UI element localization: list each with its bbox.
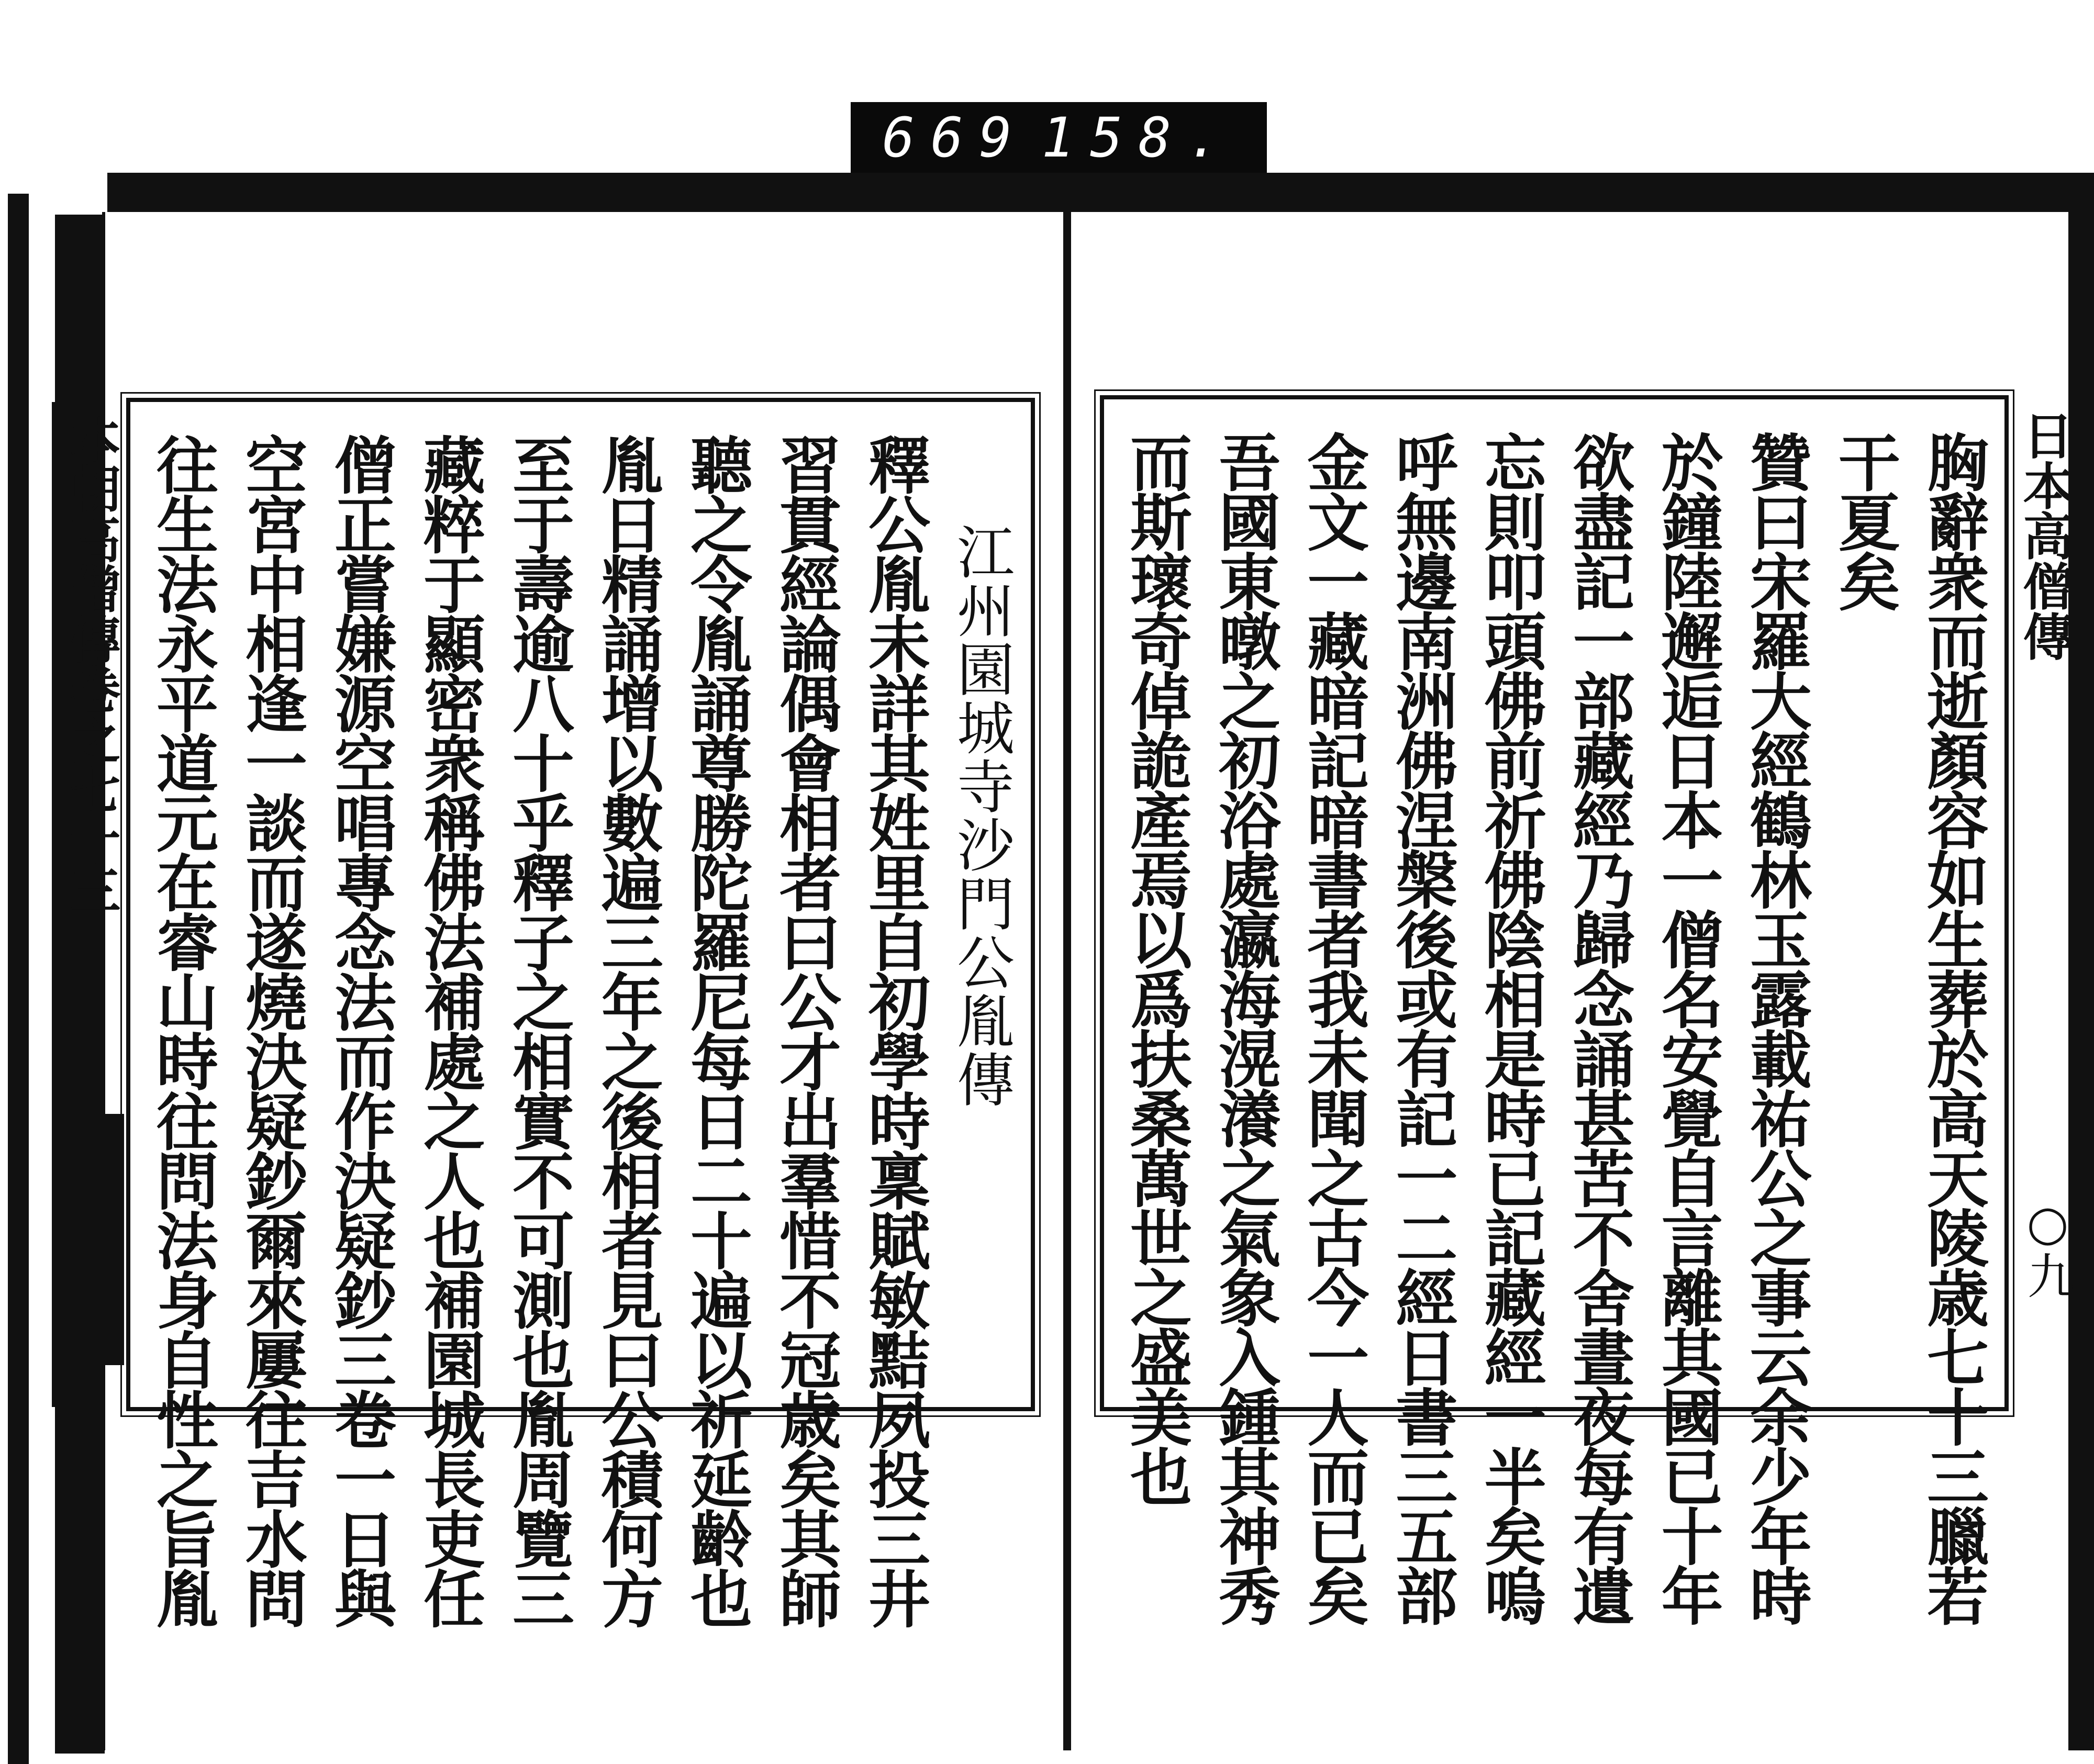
text-column: 吾國東暾之初浴處瀛海滉瀁之氣象入鍾其神秀 bbox=[1208, 431, 1282, 1624]
left-text-columns bbox=[146, 433, 1015, 1627]
book-edge-shadow bbox=[8, 194, 29, 1764]
frame-number: 158. bbox=[1041, 105, 1235, 170]
right-running-title: 日本高僧傳 bbox=[2015, 410, 2074, 661]
text-column: 干夏矣 bbox=[1828, 431, 1901, 610]
right-folio-number: ○九 bbox=[2020, 1195, 2076, 1299]
text-column: 欲盡記一部藏經乃歸念誦甚苦不舍晝夜每有遺 bbox=[1562, 431, 1635, 1624]
microfilm-frame-stamp bbox=[851, 102, 1267, 173]
biography-title: 江州園城寺沙門公胤傳 bbox=[948, 522, 1015, 1109]
text-column: 空宮中相逢一談而遂燒決疑鈔爾來屢往吉水問 bbox=[235, 433, 308, 1627]
text-column: 藏粹于顯密衆稱佛法補處之人也補園城長吏任 bbox=[413, 433, 486, 1627]
right-margin-header bbox=[2004, 399, 2086, 1407]
right-page bbox=[1068, 212, 2076, 1750]
text-column: 而斯瓌奇倬詭產焉以爲扶桑萬世之盛美也 bbox=[1120, 431, 1193, 1505]
text-column: 習貫經論偶會相者曰公才出羣惜不冠歳矣其師 bbox=[769, 433, 842, 1627]
left-margin-header bbox=[52, 402, 133, 1407]
left-page bbox=[62, 212, 1066, 1750]
text-column: 僧正嘗嫌源空唱專念法而作決疑鈔三卷一日與 bbox=[324, 433, 397, 1627]
text-column: 胸辭衆而逝顏容如生葬於高天陵歳七十三臘若 bbox=[1916, 431, 1989, 1624]
right-text-frame bbox=[1100, 395, 2076, 1624]
text-column: 聽之令胤誦尊勝陀羅尼每日二十遍以祈延齡也 bbox=[680, 433, 753, 1627]
text-column: 忘則叩頭佛前祈佛陰相是時已記藏經一半矣嗚 bbox=[1474, 431, 1547, 1624]
left-text-frame bbox=[62, 398, 1035, 1627]
text-column: 於鐘陸邂逅日本一僧名安覺自言離其國已十年 bbox=[1651, 431, 1724, 1624]
text-column: 釋公胤未詳其姓里自初學時稟賦敏黠夙投三井 bbox=[858, 433, 931, 1627]
text-column: 金文一藏暗記暗書者我未聞之古今一人而已矣 bbox=[1297, 431, 1370, 1624]
text-column: 呼無邊南洲佛涅槃後或有記一二經日書三五部 bbox=[1385, 431, 1458, 1624]
text-column: 胤日精誦增以數遍三年之後相者見曰公積何方 bbox=[591, 433, 664, 1627]
left-running-title: 本朝高僧傳卷之七十三 bbox=[62, 412, 121, 915]
text-column: 至于壽逾八十乎釋子之相實不可測也胤周覽三 bbox=[502, 433, 575, 1627]
text-column: 往生法永平道元在睿山時往問法身自性之旨胤 bbox=[146, 433, 219, 1627]
left-margin-ink-block bbox=[61, 1114, 124, 1365]
reel-number: 669 bbox=[882, 105, 1028, 170]
right-text-columns bbox=[1120, 431, 1989, 1624]
book-top-edge bbox=[105, 173, 2094, 212]
text-column: 贊曰宋羅大經鶴林玉露載祐公之事云余少年時 bbox=[1739, 431, 1812, 1624]
